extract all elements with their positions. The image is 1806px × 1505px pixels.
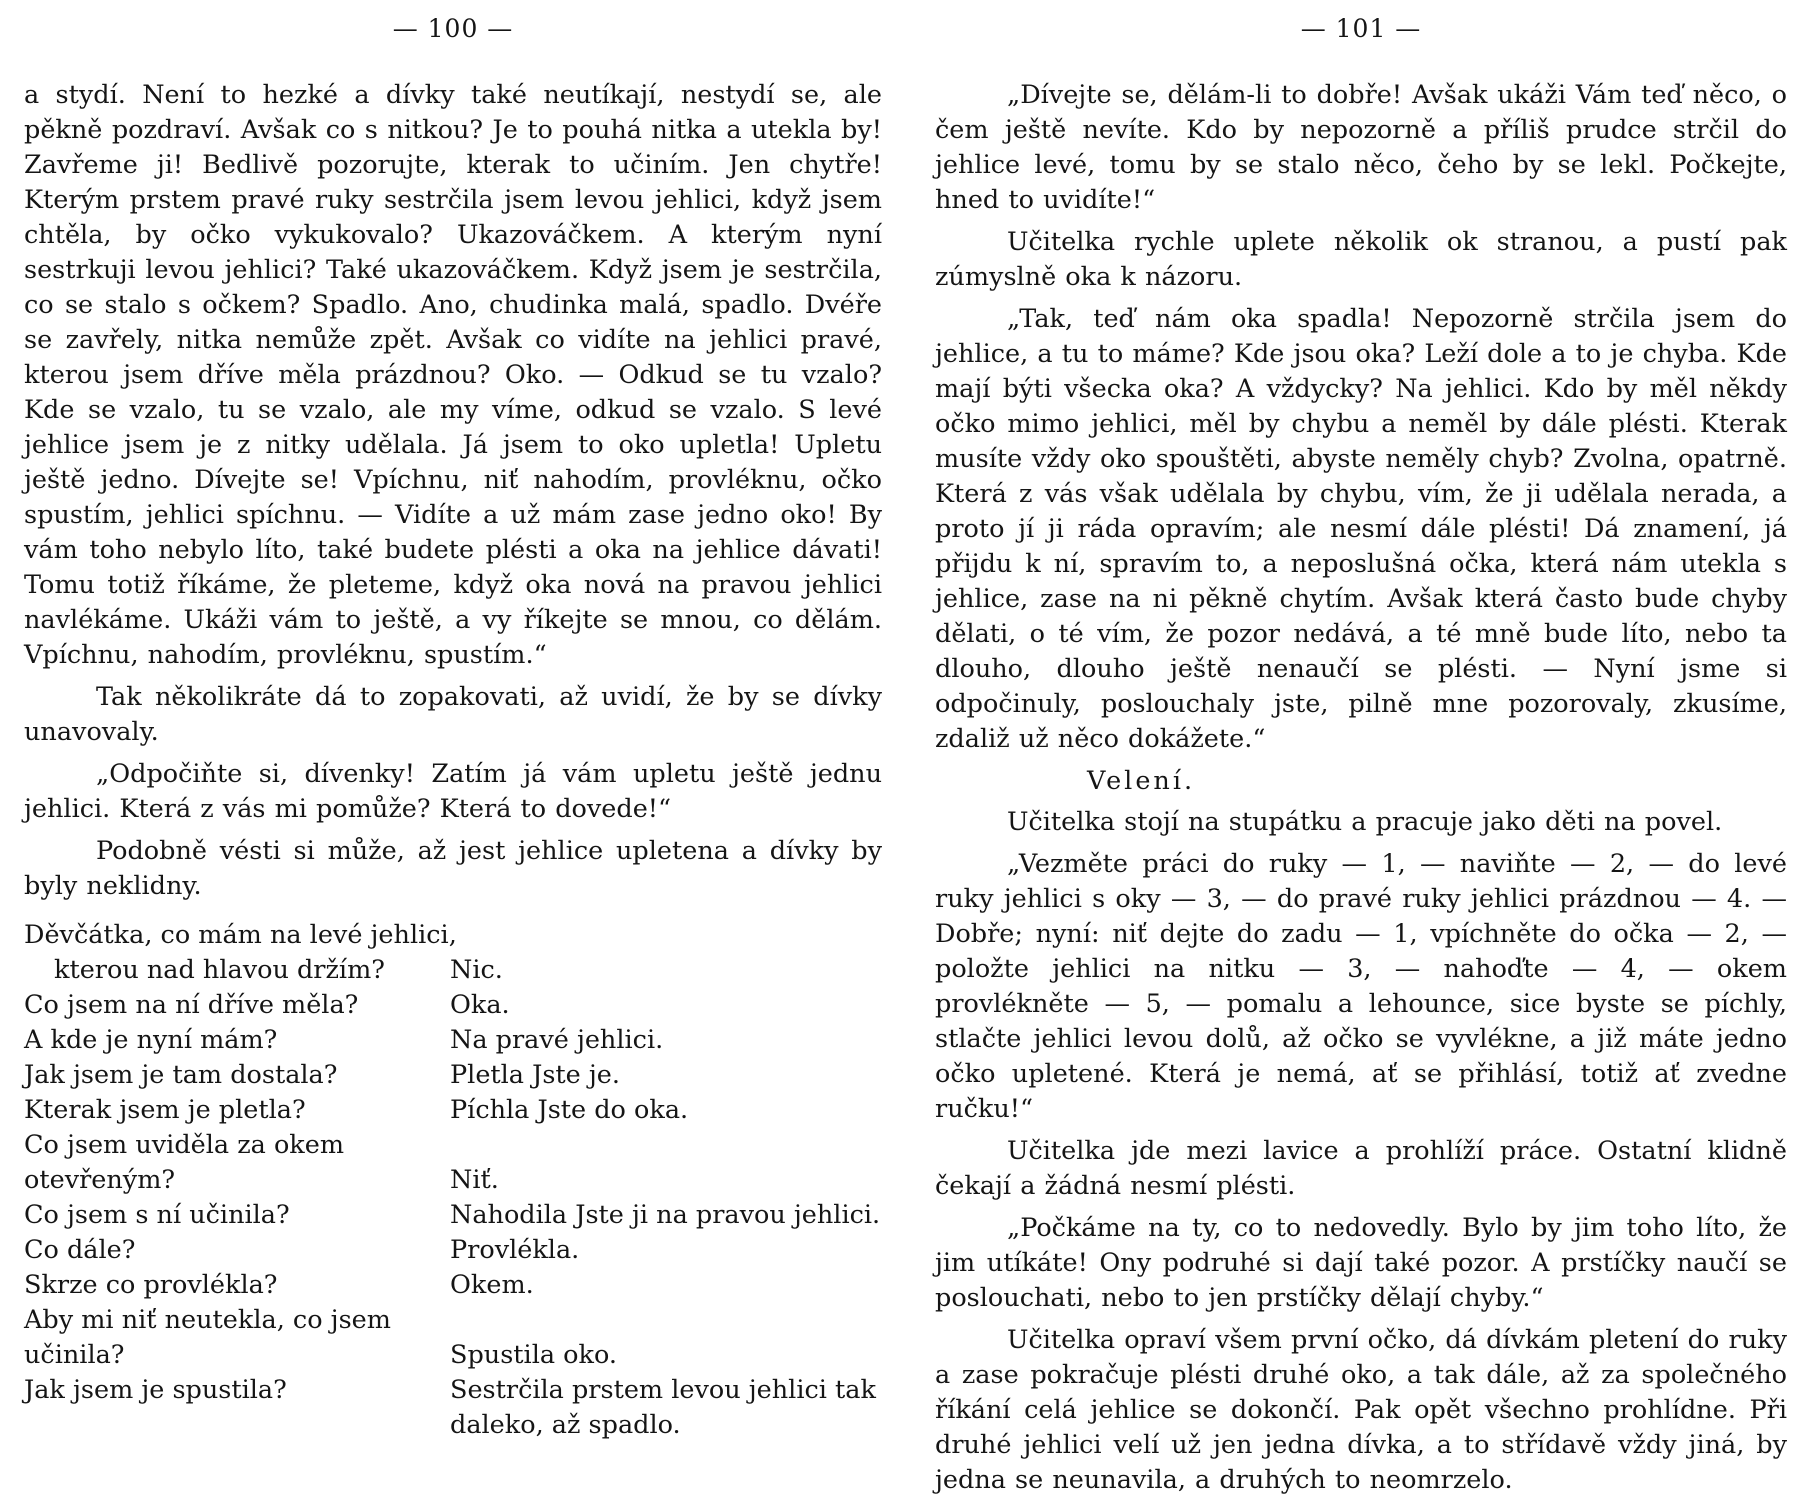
dialog-intro: Děvčátka, co mám na levé jehlici, — [24, 920, 457, 950]
right-page — [935, 0, 1787, 1500]
dialog-question: Co dále? — [24, 1235, 136, 1265]
page-number-left: — 100 — — [392, 14, 514, 43]
dialog-row — [24, 1373, 882, 1440]
dialog-row — [24, 988, 882, 1023]
dialog-answer: Spustila oko. — [450, 1340, 617, 1370]
dialog-row — [24, 1303, 882, 1373]
paragraph: Podobně vésti si může, až jest jehlice upletena a dívky by byly neklidny. — [24, 836, 882, 901]
dialog-question: kterou nad hlavou držím? — [54, 955, 385, 985]
dialog-question: Aby mi niť neutekla, co jsem učinila? — [24, 1305, 391, 1370]
dialog-row — [24, 1023, 882, 1058]
dialog-row — [24, 1198, 882, 1233]
dialog-row — [24, 1268, 882, 1303]
paragraph: Učitelka stojí na stupátku a pracuje jako děti na povel. — [1007, 807, 1723, 837]
dialog-row — [24, 1233, 882, 1268]
dialog-answer: Píchla Jste do oka. — [450, 1095, 689, 1125]
dialog-answer: Niť. — [450, 1165, 499, 1195]
page-number-right: — 101 — — [1300, 14, 1422, 43]
section-heading: Velení. — [1087, 766, 1196, 796]
question-answer-dialog — [24, 918, 882, 1440]
paragraph: „Počkáme na ty, co to nedovedly. Bylo by jim toho líto, že jim utíkáte! Ony podruhé si dají také pozor. A prstíčky naučí se poslouchati, nebo to jen prstíčky dělají chyby.“ — [935, 1213, 1787, 1313]
left-text-block — [24, 78, 882, 1440]
dialog-answer: Oka. — [450, 990, 510, 1020]
right-text-block — [935, 78, 1787, 1505]
paragraph: Učitelka opraví všem první očko, dá dívkám pletení do ruky a zase pokračuje plésti druhé oko, a tak dále, až za společného říkání celá jehlice se dokončí. Pak opět všechno prohlídne. Při druhé jehlici velí už jen jedna dívka, a to střídavě vždy jiná, by jedna se neunavila, a druhých to neomrzelo. — [935, 1325, 1787, 1495]
dialog-question: Skrze co provlékla? — [24, 1270, 278, 1300]
dialog-question: Co jsem uviděla za okem otevřeným? — [24, 1130, 345, 1195]
paragraph: Učitelka jde mezi lavice a prohlíží práce. Ostatní klidně čekají a žádná nesmí plésti. — [935, 1136, 1787, 1201]
dialog-answer: Pletla Jste je. — [450, 1060, 620, 1090]
dialog-question: Jak jsem je tam dostala? — [24, 1060, 338, 1090]
dialog-answer: Nahodila Jste ji na pravou jehlici. — [450, 1200, 881, 1230]
dialog-question: Co jsem s ní učinila? — [24, 1200, 290, 1230]
dialog-answer: Provlékla. — [450, 1235, 580, 1265]
dialog-question: Co jsem na ní dříve měla? — [24, 990, 359, 1020]
dialog-answer: Sestrčila prstem levou jehlici tak daleko, až spadlo. — [450, 1375, 876, 1440]
paragraph: Učitelka rychle uplete několik ok stranou, a pustí pak zúmyslně oka k názoru. — [935, 227, 1787, 292]
dialog-row — [24, 1058, 882, 1093]
paragraph: „Dívejte se, dělám-li to dobře! Avšak ukáži Vám teď něco, o čem ještě nevíte. Kdo by nepozorně a příliš prudce strčil do jehlice levé, tomu by se stalo něco, čeho by se lekl. Počkejte, hned to uvidíte!“ — [935, 80, 1787, 215]
left-page — [24, 0, 882, 1500]
paragraph: „Odpočiňte si, dívenky! Zatím já vám upletu ještě jednu jehlici. Která z vás mi pomůže? Která to dovede!“ — [24, 759, 882, 824]
dialog-row — [24, 1128, 882, 1198]
paragraph: „Vezměte práci do ruky — 1, — naviňte — 2, — do levé ruky jehlici s oky — 3, — do pravé ruky jehlici prázdnou — 4. — Dobře; nyní: niť dejte do zadu — 1, vpíchněte do očka — 2, — položte jehlici na nitku — 3, — nahoďte — 4, — okem provlékněte — 5, — pomalu a lehounce, sice byste se píchly, stlačte jehlici levou dolů, až očko se vyvlékne, a již máte jedno očko upletené. Která je nemá, ať se přihlásí, totiž ať zvedne ručku!“ — [935, 849, 1787, 1124]
dialog-answer: Na pravé jehlici. — [450, 1025, 664, 1055]
paragraph: „Tak, teď nám oka spadla! Nepozorně strčila jsem do jehlice, a tu to máme? Kde jsou oka? Leží dole a to je chyba. Kde mají býti všecka oka? A vždycky? Na jehlici. Kdo by měl někdy očko mimo jehlici, měl by chybu a neměl by dále plésti. Kterak musíte vždy oko spouštěti, abyste neměly chyb? Zvolna, opatrně. Která z vás však udělala by chybu, vím, že ji udělala nerada, a proto jí ji ráda opravím; ale nesmí dále plésti! Dá znamení, já přijdu k ní, spravím to, a neposlušná očka, která nám utekla s jehlice, zase na ni pěkně chytím. Avšak která často bude chyby dělati, o té vím, že pozor nedává, a té mně bude líto, nebo ta dlouho, dlouho ještě nenaučí se plésti. — Nyní jsme si odpočinuly, poslouchaly jste, pilně mne pozorovaly, zkusíme, zdaliž už něco dokážete.“ — [935, 304, 1787, 754]
dialog-question: Kterak jsem je pletla? — [24, 1095, 306, 1125]
dialog-row — [24, 1093, 882, 1128]
paragraph: Tak několikráte dá to zopakovati, až uvidí, že by se dívky unavovaly. — [24, 682, 882, 747]
paragraph: a stydí. Není to hezké a dívky také neutíkají, nestydí se, ale pěkně pozdraví. Avšak co s nitkou? Je to pouhá nitka a utekla by! Zavřeme ji! Bedlivě pozorujte, kterak to učiním. Jen chytře! Kterým prstem pravé ruky sestrčila jsem levou jehlici, když jsem chtěla, by očko vykukovalo? Ukazováčkem. A kterým nyní sestrkuji levou jehlici? Také ukazováčkem. Když jsem je sestrčila, co se stalo s očkem? Spadlo. Ano, chudinka malá, spadlo. Dvéře se zavřely, nitka nemůže zpět. Avšak co vidíte na jehlici pravé, kterou jsem dříve měla prázdnou? Oko. — Odkud se tu vzalo? Kde se vzalo, tu se vzalo, ale my víme, odkud se vzalo. S levé jehlice jsem je z nitky udělala. Já jsem to oko upletla! Upletu ještě jedno. Dívejte se! Vpíchnu, niť nahodím, provléknu, očko spustím, jehlici spíchnu. — Vidíte a už mám zase jedno oko! By vám toho nebylo líto, také budete plésti a oka na jehlice dávati! Tomu totiž říkáme, že pleteme, když oka nová na pravou jehlici navlékáme. Ukáži vám to ještě, a vy říkejte se mnou, co dělám. Vpíchnu, nahodím, provléknu, spustím.“ — [24, 80, 882, 670]
dialog-answer: Okem. — [450, 1270, 534, 1300]
dialog-question: A kde je nyní mám? — [24, 1025, 278, 1055]
dialog-answer: Nic. — [450, 955, 503, 985]
dialog-row — [24, 953, 882, 988]
dialog-question: Jak jsem je spustila? — [24, 1375, 287, 1405]
